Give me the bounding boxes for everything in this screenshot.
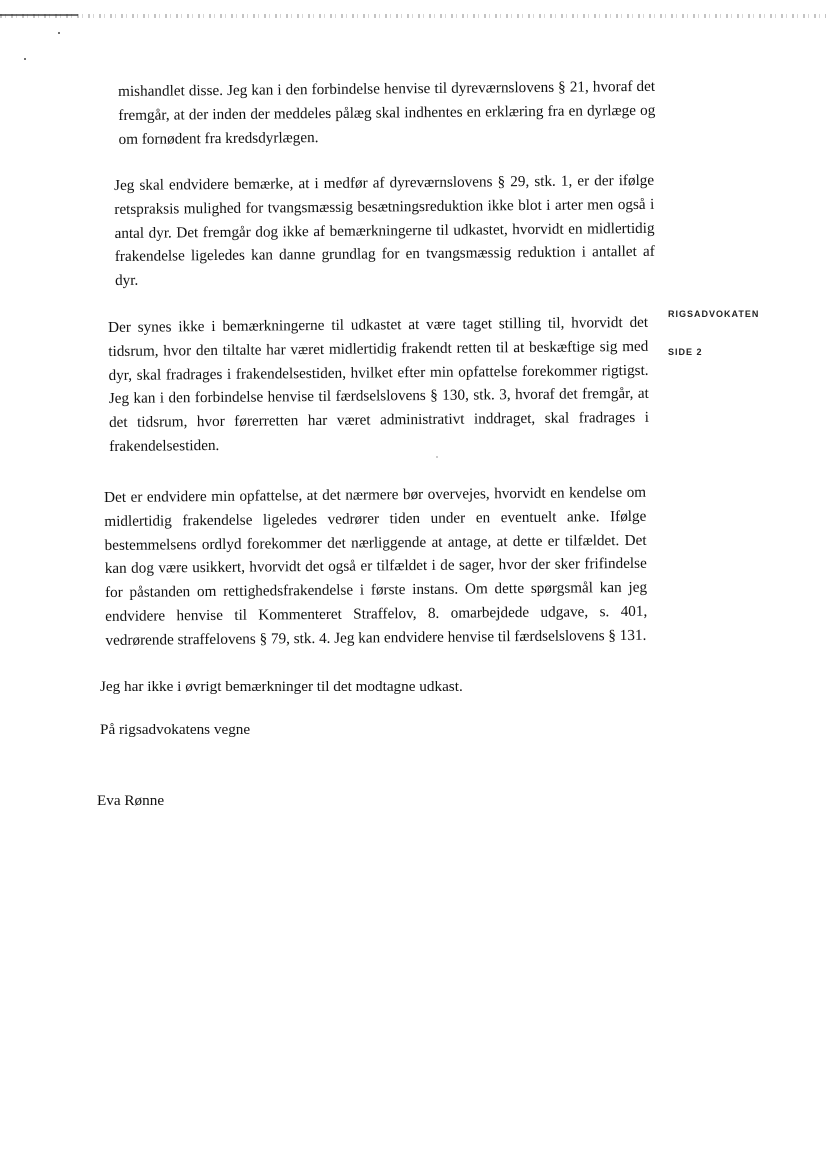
signature-name: Eva Rønne xyxy=(97,792,165,809)
page-sidebar xyxy=(668,309,808,361)
body-paragraph-5: Jeg har ikke i øvrigt bemærkninger til det modtagne udkast. xyxy=(100,678,463,695)
closing-line: På rigsadvokatens vegne xyxy=(100,721,251,738)
sidebar-office-label: RIGSADVOKATEN xyxy=(668,309,760,319)
scan-edge-mark xyxy=(0,14,78,16)
scan-speck xyxy=(58,32,60,34)
scan-speck xyxy=(24,58,26,60)
body-paragraph-3: Der synes ikke i bemærkningerne til udkastet at være taget stilling til, hvorvidt det tidsrum, hvor den tiltalte har været midlertidig frakendt retten til at beskæftige sig med dyr, skal fradrages i frakendelsestiden, hvilket efter min opfattelse forekommer rigtigst. Jeg kan i den forbindelse henvise til færdselslovens § 130, stk. 3, hvoraf det fremgår, at det tidsrum, hvor førerretten har været administrativt inddraget, skal fradrages i frakendelsestiden. xyxy=(108,313,650,455)
scan-speck xyxy=(436,456,438,458)
sidebar-page-number: SIDE 2 xyxy=(668,347,703,357)
body-paragraph-1: mishandlet disse. Jeg kan i den forbindelse henvise til dyreværnslovens § 21, hvoraf det fremgår, at der inden der meddeles pålæg skal indhentes en erklæring fra en dyrlæge og om fornødent fra kredsdyrlægen. xyxy=(118,77,656,148)
scan-edge-artifact xyxy=(0,14,826,18)
body-paragraph-2: Jeg skal endvidere bemærke, at i medfør af dyreværnslovens § 29, stk. 1, er der ifølge retspraksis mulighed for tvangsmæssig besætningsreduktion ikke blot i arter men også i antal dyr. Det fremgår dog ikke af bemærkningerne til udkastet, hvorvidt en midlertidig frakendelse ligeledes kan danne grundlag for en tvangsmæssig reduktion i antallet af dyr. xyxy=(114,171,655,290)
body-paragraph-4: Det er endvidere min opfattelse, at det nærmere bør overvejes, hvorvidt en kendelse om midlertidig frakendelse ligeledes vedrører tiden under en eventuelt anke. Ifølge bestemmelsens ordlyd forekommer det nærliggende at antage, at dette er tilfældet. Det kan dog være usikkert, hvorvidt det også er tilfældet i de sager, hvor der sker frifindelse for påstanden om rettighedsfrakendelse i første instans. Om dette spørgsmål kan jeg endvidere henvise til Kommenteret Straffelov, 8. omarbejdede udgave, s. 401, vedrørende straffelovens § 79, stk. 4. Jeg kan endvidere henvise til færdselslovens § 131. xyxy=(104,483,648,649)
